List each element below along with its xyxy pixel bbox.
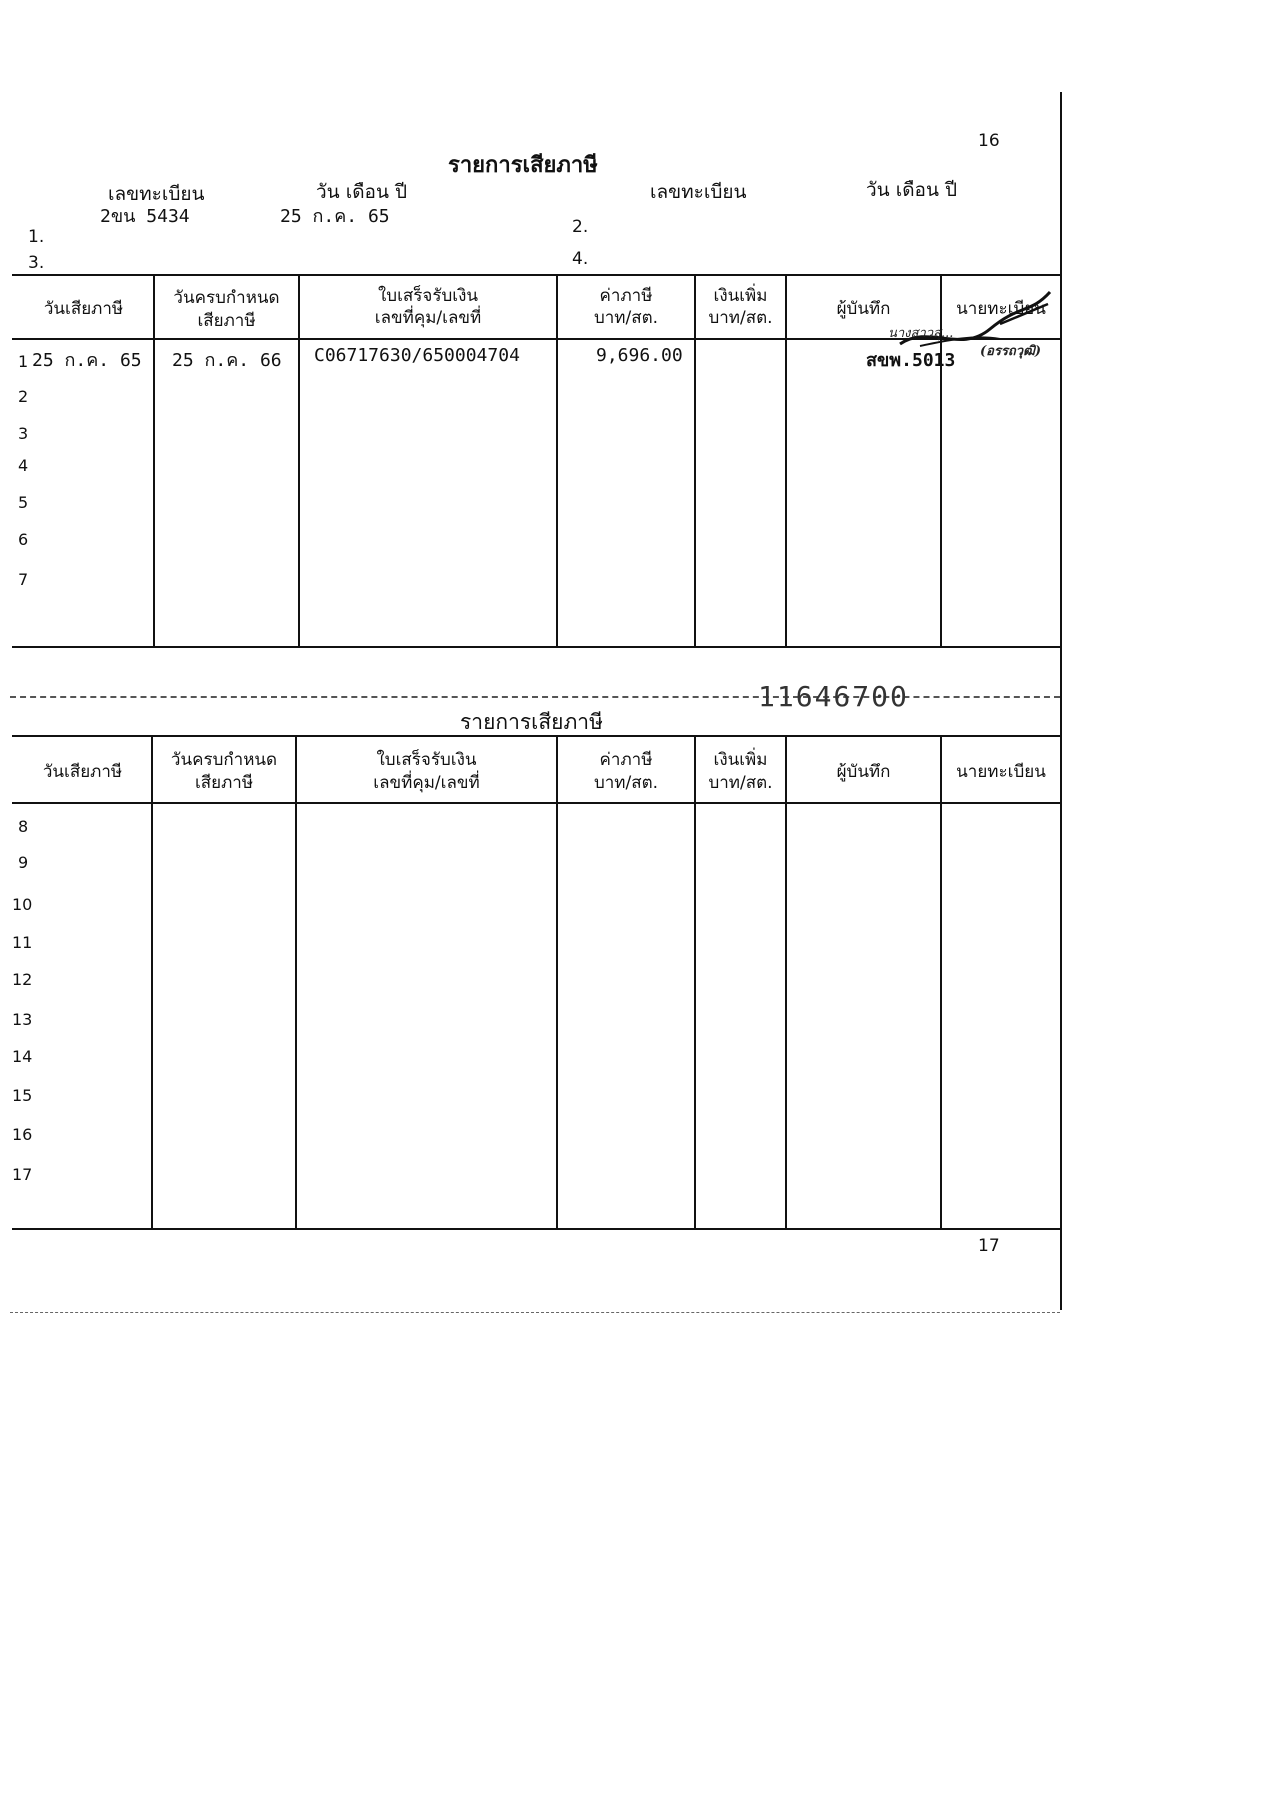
- table2-col-divider: [785, 735, 787, 1228]
- col-header-registrar: นายทะเบียน: [956, 299, 1046, 319]
- col-header-recorder: ผู้บันทึก: [836, 299, 891, 319]
- reg-date-1: 25 ก.ค. 65: [280, 206, 390, 227]
- date-label-left: วัน เดือน ปี: [316, 181, 408, 203]
- row-number: 3: [18, 424, 29, 443]
- col-header-surcharge-2: บาท/สต.: [708, 308, 773, 328]
- row1-recorder: สขพ.5013: [866, 350, 956, 371]
- col-header-surcharge-2: บาท/สต.: [708, 773, 773, 793]
- form-right-border: [1060, 92, 1062, 1310]
- col-header-pay-date: วันเสียภาษี: [43, 299, 124, 319]
- col-header-due-date-2: เสียภาษี: [197, 311, 256, 331]
- col-header-receipt-1: ใบเสร็จรับเงิน: [376, 750, 477, 770]
- entry-index-4: 4.: [572, 249, 589, 269]
- row-number: 2: [18, 387, 29, 406]
- row1-pay-date: 25 ก.ค. 65: [32, 350, 142, 371]
- table2-col-divider: [940, 735, 942, 1228]
- table1-col-divider: [785, 274, 787, 646]
- stamp-text: (อรรถวุฒิ): [980, 344, 1041, 359]
- row1-tax: 9,696.00: [596, 345, 683, 366]
- row-number: 14: [12, 1047, 33, 1066]
- entry-index-2: 2.: [572, 217, 589, 237]
- row1-receipt: C06717630/650004704: [314, 345, 520, 366]
- col-header-tax-1: ค่าภาษี: [599, 750, 653, 770]
- table2-title: รายการเสียภาษี: [460, 710, 603, 734]
- table2-header-bottom: [12, 802, 1060, 804]
- row-number: 8: [18, 817, 29, 836]
- col-header-due-date-1: วันครบกำหนด: [170, 750, 278, 770]
- col-header-recorder: ผู้บันทึก: [836, 762, 891, 782]
- reg-label-left: เลขทะเบียน: [108, 183, 205, 205]
- table1-top-border: [12, 274, 1060, 276]
- col-header-receipt-2: เลขที่คุม/เลขที่: [373, 773, 480, 793]
- col-header-receipt-1: ใบเสร็จรับเงิน: [377, 286, 479, 306]
- row-number: 13: [12, 1010, 33, 1029]
- stamp-number: 11646700: [758, 680, 909, 713]
- reg-label-right: เลขทะเบียน: [650, 181, 747, 203]
- table2-bottom-border: [12, 1228, 1060, 1230]
- col-header-tax-2: บาท/สต.: [593, 308, 659, 328]
- col-header-tax-2: บาท/สต.: [593, 773, 659, 793]
- row-number: 4: [18, 456, 29, 475]
- row-number: 11: [12, 933, 33, 952]
- table2-col-divider: [694, 735, 696, 1228]
- row-number: 10: [12, 895, 33, 914]
- table2-col-divider: [295, 735, 297, 1228]
- row-number: 16: [12, 1125, 33, 1144]
- row-number: 12: [12, 970, 33, 989]
- row-number: 1: [18, 352, 29, 371]
- col-header-registrar: นายทะเบียน: [956, 762, 1046, 782]
- row-number: 9: [18, 853, 29, 872]
- col-header-due-date-1: วันครบกำหนด: [173, 288, 280, 308]
- table2-col-divider: [151, 735, 153, 1228]
- bottom-edge-line: [10, 1312, 1060, 1313]
- col-header-surcharge-1: เงินเพิ่ม: [713, 286, 768, 306]
- table2-col-divider: [556, 735, 558, 1228]
- entry-index-1: 1.: [28, 227, 45, 247]
- date-label-right: วัน เดือน ปี: [866, 179, 958, 201]
- page-number-bottom: 17: [978, 1236, 1000, 1256]
- table1-col-divider: [298, 274, 300, 646]
- row-number: 7: [18, 570, 29, 589]
- row-number: 6: [18, 530, 29, 549]
- col-header-surcharge-1: เงินเพิ่ม: [713, 750, 768, 770]
- row-number: 17: [12, 1165, 33, 1184]
- table1-col-divider: [556, 274, 558, 646]
- signature-text: นางสาวสุ...: [888, 326, 954, 341]
- reg-number-1: 2ขน 5434: [100, 206, 190, 227]
- table2-top-border: [12, 735, 1060, 737]
- section-title: รายการเสียภาษี: [448, 153, 598, 178]
- col-header-pay-date: วันเสียภาษี: [42, 762, 123, 782]
- col-header-tax-1: ค่าภาษี: [599, 286, 653, 306]
- entry-index-3: 3.: [28, 253, 45, 273]
- row-number: 5: [18, 493, 29, 512]
- table1-bottom-border: [12, 646, 1060, 648]
- col-header-due-date-2: เสียภาษี: [194, 773, 254, 793]
- page-number-top: 16: [978, 131, 1000, 151]
- row-number: 15: [12, 1086, 33, 1105]
- row1-due-date: 25 ก.ค. 66: [172, 350, 282, 371]
- table1-col-divider: [694, 274, 696, 646]
- col-header-receipt-2: เลขที่คุม/เลขที่: [374, 308, 482, 328]
